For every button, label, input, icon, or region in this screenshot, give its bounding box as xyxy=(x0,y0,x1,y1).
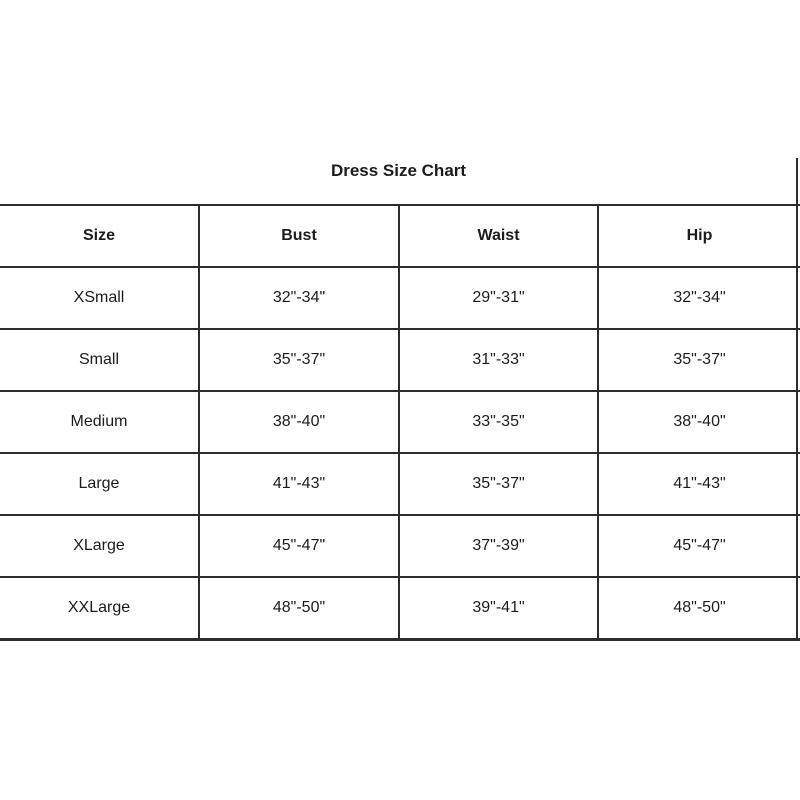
cell-bust: 32"-34" xyxy=(199,267,399,329)
table-row xyxy=(0,515,800,577)
cell-hip: 41"-43" xyxy=(598,453,800,515)
cell-size: XLarge xyxy=(0,515,199,577)
cell-waist: 35"-37" xyxy=(399,453,598,515)
cell-size: XXLarge xyxy=(0,577,199,640)
page-title: Dress Size Chart xyxy=(330,161,467,180)
cell-waist: 29"-31" xyxy=(399,267,598,329)
cell-bust: 35"-37" xyxy=(199,329,399,391)
cell-bust: 48"-50" xyxy=(199,577,399,640)
table-row xyxy=(0,267,800,329)
cell-size: Small xyxy=(0,329,199,391)
cell-bust: 41"-43" xyxy=(199,453,399,515)
size-table xyxy=(0,204,800,641)
cell-hip: 35"-37" xyxy=(598,329,800,391)
table-row xyxy=(0,329,800,391)
cell-waist: 31"-33" xyxy=(399,329,598,391)
table-row xyxy=(0,577,800,640)
cell-hip: 45"-47" xyxy=(598,515,800,577)
cell-size: Large xyxy=(0,453,199,515)
cell-hip: 48"-50" xyxy=(598,577,800,640)
column-header-waist: Waist xyxy=(399,205,598,267)
cell-waist: 39"-41" xyxy=(399,577,598,640)
column-header-hip: Hip xyxy=(598,205,800,267)
column-header-size: Size xyxy=(0,205,199,267)
column-header-bust: Bust xyxy=(199,205,399,267)
table-row xyxy=(0,391,800,453)
table-header-row xyxy=(0,205,800,267)
cell-size: Medium xyxy=(0,391,199,453)
cell-waist: 37"-39" xyxy=(399,515,598,577)
cell-hip: 38"-40" xyxy=(598,391,800,453)
cell-bust: 45"-47" xyxy=(199,515,399,577)
cell-size: XSmall xyxy=(0,267,199,329)
table-row xyxy=(0,453,800,515)
cell-hip: 32"-34" xyxy=(598,267,800,329)
cell-waist: 33"-35" xyxy=(399,391,598,453)
cell-bust: 38"-40" xyxy=(199,391,399,453)
right-border-line xyxy=(796,158,798,640)
